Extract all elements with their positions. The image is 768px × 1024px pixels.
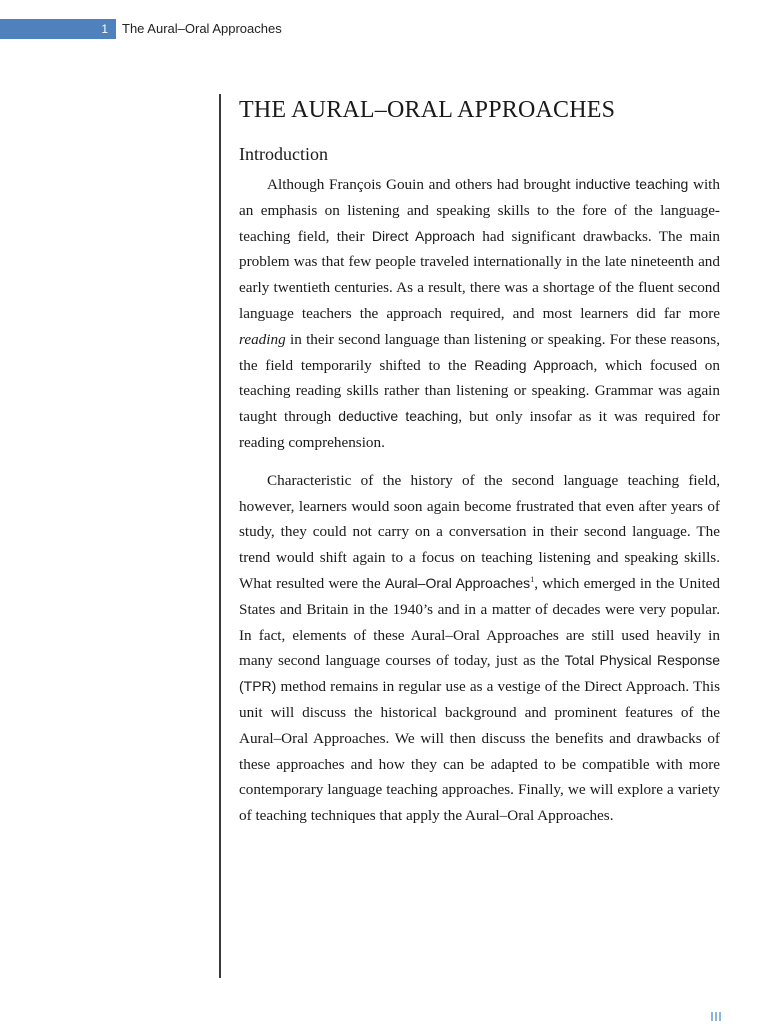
para1-text-2: with an emphasis on listening and speaking skills to the fore of the language-teaching field, their [239,176,720,245]
term-direct-approach: Direct Approach [371,227,475,244]
page-corner-mark-icon [711,1012,723,1021]
para1-text-1: Although François Gouin and others had brought [267,176,576,193]
main-content [239,94,720,841]
term-deductive-teaching: deductive teaching [338,408,459,425]
para1-text-6: , but only insofar as it was required for reading comprehension. [239,408,720,451]
para1-text-5: , which focused on teaching reading skills rather than listening or speaking. Grammar was again taught through [239,356,720,426]
para1-text-3: had significant drawbacks. The main problem was that few people traveled internationally in the late nineteenth and early twentieth centuries. As a result, there was a shortage of the fluent second language teachers the approach required, and most learners did far more [239,227,721,322]
term-aural-oral-approaches: Aural–Oral Approaches [384,574,531,591]
para2-text-2: , which emerged in the United States and Britain in the 1940’s and in a matter of decades were very popular. In fact, elements of these Aural–Oral Approaches are still used heavily in many second language courses of today, just as the [239,574,720,670]
header-page-number: 1 [101,22,108,36]
vertical-margin-rule [219,94,221,978]
para1-text-4: in their second language than listening or speaking. For these reasons, the field temporarily shifted to the [239,330,720,374]
emphasis-reading: reading [239,330,286,348]
para2-text-1: Characteristic of the history of the second language teaching field, however, learners would soon again become frustrated that even after years of study, they could not carry on a conversation in their second language. The trend would shift again to a focus on teaching listening and speaking skills. What resulted were the [239,471,720,592]
term-total-physical-response: Total Physical Response (TPR) [239,652,720,695]
term-reading-approach: Reading Approach [474,356,594,373]
intro-paragraph-2 [239,468,720,829]
intro-paragraph-1 [239,172,720,456]
term-inductive-teaching: inductive teaching [575,176,689,192]
footnote-marker[interactable]: 1 [530,574,535,584]
header-running-title: The Aural–Oral Approaches [122,21,282,36]
section-heading-introduction: Introduction [239,144,328,164]
chapter-title: THE AURAL–ORAL APPROACHES [239,97,616,123]
para2-text-3: method remains in regular use as a vestige of the Direct Approach. This unit will discuss the historical background and prominent features of the Aural–Oral Approaches. We will then discuss the benefits and drawbacks of these approaches and how they can be adapted to be compatible with more contemporary language teaching approaches. Finally, we will explore a variety of teaching techniques that apply the Aural–Oral Approaches. [239,678,720,825]
